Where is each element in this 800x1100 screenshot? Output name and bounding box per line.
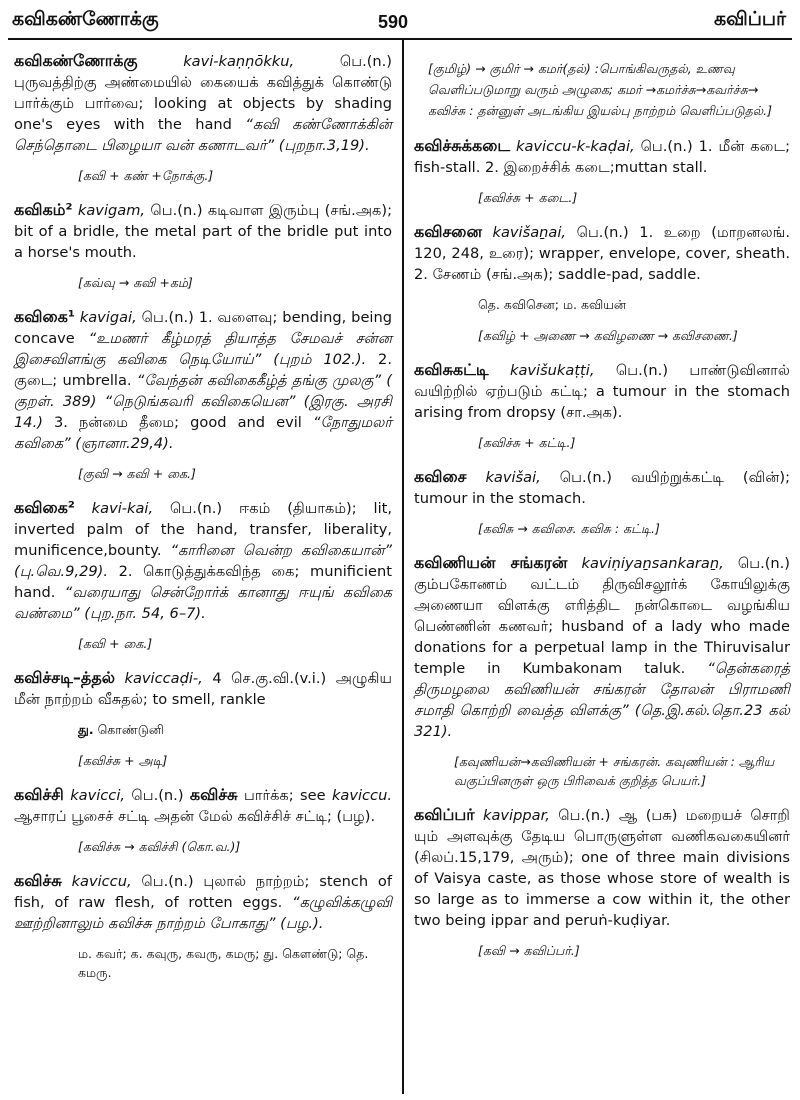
dictionary-entry — [14, 870, 392, 934]
header-right-guide-word: கவிப்பர் — [714, 8, 786, 30]
cognates — [14, 720, 392, 739]
definition: பெ.(n.) ஆ (பசு) மறையச் சொறி யும் அளவுக்கு தேடிய பொருளுள்ள வணிகவகையினர் (சிலப்.15,179, அரும்); one of three main divisions of Vaisya caste, as those whose store of wealth is so large as to immerse a cow within it, the other two being ippar and peruṅ-kuḍiyar. — [414, 807, 790, 929]
citation: “நோதுமலர் கவிகை” (ஞானா.29,4). — [14, 414, 392, 452]
headword: கவிப்பர் — [414, 805, 475, 824]
transliteration: kavišukaṭṭi, — [488, 362, 595, 379]
definition: பெ.(n.) புலால் நாற்றம்; stench of fish, of raw flesh, of rotten eggs. — [14, 873, 392, 911]
transliteration: kaviccu-k-kaḍai, — [510, 138, 635, 155]
etymology: [கவிச்சு + கட்டி.] — [478, 435, 576, 450]
page-header — [0, 0, 800, 40]
headword: கவிச்சுக்கடை — [414, 136, 511, 155]
etymology-continued: [குமிழ்) → குமிர் → கமர்(தல்) :பொங்கிவருதல், உணவு வெளிப்படுமாறு வரும் அழுகை; கமர் →கமர்ச்சு→கவர்ச்சு→ கவிச்சு : தன்னுள் அடங்கிய இயல்பு நாற்றம் வெளிப்படுதல்.] — [428, 61, 772, 118]
transliteration: kavišaṉai, — [481, 224, 567, 241]
etymology: [கவிச்சு + கடை.] — [478, 190, 578, 205]
etymology: [கவி + கண் +நோக்கு.] — [78, 168, 214, 183]
definition: பெ.(n.) ஈகம் (தியாகம்); lit, inverted palm of the hand, transfer, liberality, munificence,bounty. — [14, 500, 392, 559]
definition: பெ.(n.) 1. உறை (மாறனலங். 120, 248, உரை); wrapper, envelope, cover, sheath. 2. சேணம் (சங்.அக); saddle-pad, saddle. — [414, 224, 790, 283]
dictionary-entry — [14, 306, 392, 454]
headword: கவிச்சி — [14, 785, 64, 804]
definition: பெ.(n.) — [125, 787, 190, 804]
transliteration: kaviccaḍi-, — [115, 670, 203, 687]
definition: பார்க்க; see — [237, 787, 332, 804]
language-label: து. — [78, 722, 94, 737]
dictionary-entry — [414, 221, 790, 285]
right-column — [414, 58, 790, 974]
transliteration: kavigai, — [74, 309, 137, 326]
headword: கவிணியன் சங்கரன் — [414, 553, 568, 572]
definition: பெ.(n.) புருவத்திற்கு அண்மையில் கையைக் கவித்துக் கொண்டு பார்க்கும் பார்வை; looking at objects by shading one's eyes with the hand — [14, 53, 392, 133]
headword: கவிகை¹ — [14, 307, 75, 326]
dictionary-entry — [414, 359, 790, 423]
headword: கவிகண்ணோக்கு — [14, 51, 138, 70]
cognates: ம. கவர்; க. கவுரு, கவரு, கமரு; து. கெளண்டு; தெ. கமரு. — [78, 946, 369, 980]
dictionary-entry — [414, 135, 790, 178]
transliteration: kavigam, — [72, 202, 146, 219]
citation: “காரினை வென்ற கவிகையான்” (பு.வெ.9,29). — [14, 542, 392, 580]
cross-reference: கவிச்சு — [189, 785, 238, 804]
definition: பெ.(n.) 1. மீன் கடை; fish-stall. 2. இறைச்சிக் கடை;muttan stall. — [414, 138, 790, 176]
header-rule — [8, 38, 792, 40]
transliteration: kavippar, — [474, 807, 550, 824]
citation: “உமணர் கீழ்மரத் தியாத்த சேமவச் சன்ன இசைவிளங்கு கவிகை நெடியோய்” (புறம் 102.). — [14, 330, 392, 368]
dictionary-entry — [14, 497, 392, 624]
definition: ஆசாரப் பூசைச் சட்டி அதன் மேல் கவிச்சிச் சட்டி; (பழ). — [14, 808, 376, 825]
definition: பெ.(n.) வயிற்றுக்கட்டி (வின்); tumour in the stomach. — [414, 469, 790, 507]
left-column — [14, 50, 392, 994]
etymology: [கவி + கை.] — [78, 636, 153, 651]
definition: பெ.(n.) கடிவாள இரும்பு (சங்.அக); bit of a bridle, the metal part of the bridle put into a horse's mouth. — [14, 202, 392, 261]
transliteration: kavi-kai, — [74, 500, 154, 517]
citation: “வரையாது சென்றோர்க் கானாது ஈயுங் கவிகை வண்மை” (புற.நா. 54, 6–7). — [14, 584, 392, 622]
headword: கவிகம்² — [14, 200, 73, 219]
dictionary-entry — [14, 784, 392, 827]
etymology: [கவிழ் + அணை → கவிழணை → கவிசணை.] — [478, 328, 738, 343]
dictionary-entry — [414, 466, 790, 509]
etymology: [குவி → கவி + கை.] — [78, 466, 196, 481]
headword: கவிச்சு — [14, 871, 62, 890]
transliteration: kavi-kaṇṇōkku, — [183, 53, 295, 70]
citation: “வேந்தன் கவிகைகீழ்த் தங்கு முலகு” ( குறள். 389) “நெடுங்கவரி கவிகையென” (இரகு. அரசி 14.) — [14, 372, 392, 431]
headword: கவிசனை — [414, 222, 482, 241]
etymology: [கவ்வு → கவி +கம்] — [78, 275, 193, 290]
citation: “கவி கண்ணோக்கின் செந்தொடை பிழையா வன் கணாடவர்” (புறநா.3,19). — [14, 116, 393, 154]
definition: பெ.(n.) பாண்டுவினால் வயிற்றில் ஏற்படும் கட்டி; a tumour in the stomach arising from dropsy (சா.அக). — [414, 362, 790, 421]
dictionary-entry — [14, 199, 392, 263]
transliteration: kavicci, — [63, 787, 126, 804]
transliteration: kaviccu, — [61, 873, 132, 890]
citation: “தென்கரைத் திருமழலை கவிணியன் சங்கரன் தோலன் பிராமணி சமாதி கொற்றி வைத்த விளக்கு” (தெ.இ.கல்.தொ.23 கல் 321). — [414, 660, 790, 740]
cognate-forms: கொண்டுனி — [93, 722, 164, 737]
cross-reference-transliteration: kaviccu. — [331, 787, 392, 804]
citation: “கழுவிக்கழுவி ஊற்றினாலும் கவிச்சு நாற்றம் போகாது” (பழ.). — [14, 894, 392, 932]
etymology: [கவி → கவிப்பர்.] — [478, 943, 580, 958]
definition: 2. கொடுத்துக்கவிந்த கை; munificient hand. — [14, 563, 392, 601]
headword: கவிசுகட்டி — [414, 360, 489, 379]
transliteration: kaviṇiyaṉsankaraṉ, — [567, 555, 724, 572]
etymology: [கவுணியன்→கவிணியன் + சங்கரன். கவுணியன் : ஆரிய வகுப்பினருள் ஒரு பிரிவைக் குறித்த பெயர்.] — [454, 754, 775, 788]
page-number: 590 — [378, 12, 409, 32]
header-left-guide-word: கவிகண்ணோக்கு — [12, 8, 159, 30]
etymology: [கவிச்சு + அடி] — [78, 753, 168, 768]
dictionary-entry — [14, 667, 392, 710]
etymology: [கவிச்சு → கவிச்சி (கொ.வ.)] — [78, 839, 241, 854]
definition: 2. குடை; umbrella. — [14, 351, 392, 389]
headword: கவிச்சடி–த்தல் — [14, 668, 116, 687]
transliteration: kavišai, — [466, 469, 541, 486]
headword: கவிகை² — [14, 498, 75, 517]
definition: பெ.(n.) 1. வளைவு; bending, being concave — [14, 309, 392, 347]
column-divider — [402, 40, 404, 1094]
dictionary-entry — [14, 50, 392, 156]
cognates: தெ. கவிசென; ம. கவியன் — [478, 297, 627, 312]
definition: 4 செ.கு.வி.(v.i.) அழுகிய மீன் நாற்றம் வீசுதல்; to smell, rankle — [14, 670, 392, 708]
definition: பெ.(n.) கும்பகோணம் வட்டம் திருவிசலூர்க் கோயிலுக்கு அணையா விளக்கு எரித்திட நன்கொடை வழங்கிய பெண்ணின் கணவர்; husband of a lady who made donations for a perpetual lamp in the Thiruvisalur temple in Kumbakonam taluk. — [414, 555, 790, 677]
dictionary-entry — [414, 804, 790, 931]
definition: 3. நன்மை தீமை; good and evil — [42, 414, 313, 431]
dictionary-entry — [414, 552, 790, 742]
headword: கவிசை — [414, 467, 467, 486]
etymology: [கவிசு → கவிசை. கவிசு : கட்டி.] — [478, 521, 660, 536]
